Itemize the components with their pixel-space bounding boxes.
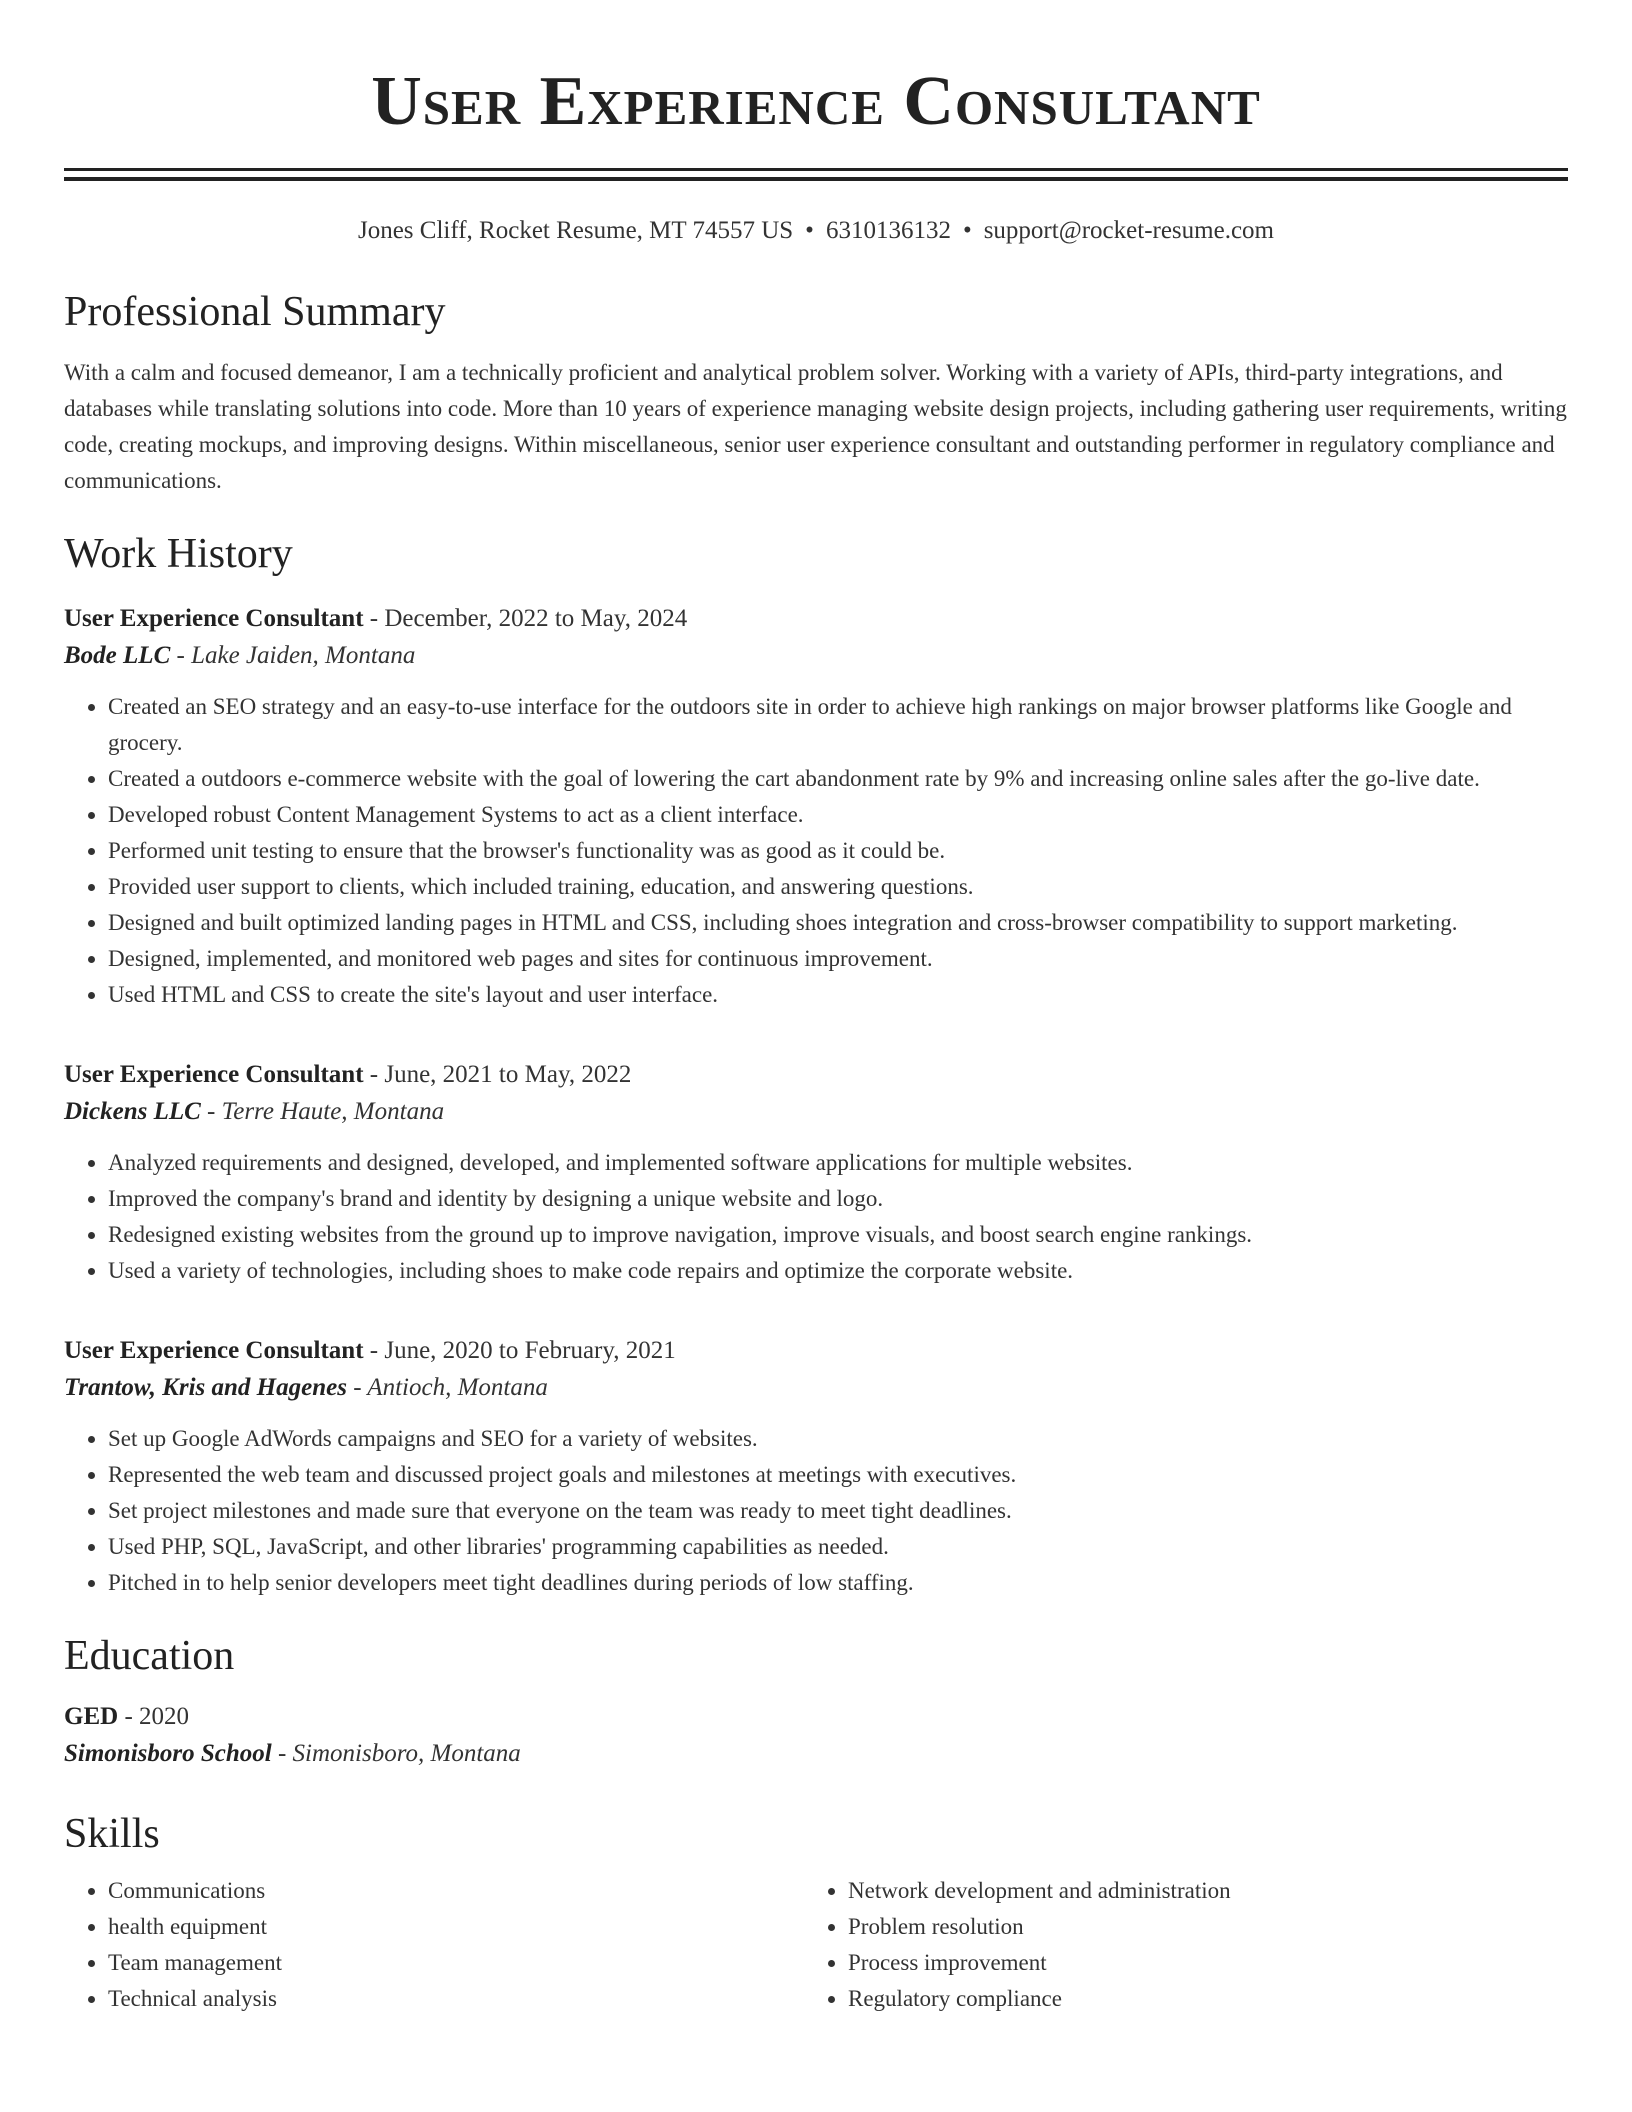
header-divider [64, 168, 1568, 181]
job-bullet: • Redesigned existing websites from the ground up to improve navigation, improve visuals, and boost search engine rankings. [108, 1217, 1568, 1253]
job-entry [64, 601, 1568, 1013]
job-entry [64, 1333, 1568, 1601]
degree-name: GED [64, 1703, 119, 1730]
job-bullet: • Analyzed requirements and designed, developed, and implemented software applications for multiple websites. [108, 1145, 1568, 1181]
school-location: - Simonisboro, Montana [271, 1740, 521, 1767]
degree-year: - 2020 [118, 1703, 190, 1730]
skill-item: • Communications [108, 1873, 804, 1909]
job-bullet: • Set up Google AdWords campaigns and SEO for a variety of websites. [108, 1421, 1568, 1457]
job-bullet: • Pitched in to help senior developers meet tight deadlines during periods of low staffing. [108, 1565, 1568, 1601]
employer-location: - Antioch, Montana [346, 1374, 548, 1401]
skill-item: • Process improvement [848, 1945, 1544, 1981]
job-dates: - June, 2020 to February, 2021 [363, 1337, 676, 1364]
contact-separator: • [962, 217, 972, 244]
job-bullet: • Used HTML and CSS to create the site's layout and user interface. [108, 977, 1568, 1013]
skill-item: • Regulatory compliance [848, 1981, 1544, 2017]
job-bullet: • Used PHP, SQL, JavaScript, and other libraries' programming capabilities as needed. [108, 1529, 1568, 1565]
job-bullet: • Set project milestones and made sure that everyone on the team was ready to meet tight deadlines. [108, 1493, 1568, 1529]
job-bullet: • Represented the web team and discussed project goals and milestones at meetings with executives. [108, 1457, 1568, 1493]
degree-line [64, 1699, 1568, 1735]
job-dates: - December, 2022 to May, 2024 [363, 605, 688, 632]
contact-email: support@rocket-resume.com [983, 217, 1274, 244]
job-bullet: • Improved the company's brand and identity by designing a unique website and logo. [108, 1181, 1568, 1217]
employer-name: Bode LLC [64, 642, 171, 669]
skills-list-right [804, 1873, 1544, 2017]
job-entry [64, 1057, 1568, 1289]
resume-page [64, 0, 1568, 2017]
summary-heading: Professional Summary [64, 289, 446, 335]
job-bullets [64, 1421, 1568, 1601]
employer-name: Trantow, Kris and Hagenes [64, 1374, 347, 1401]
job-bullet: • Designed, implemented, and monitored web pages and sites for continuous improvement. [108, 941, 1568, 977]
education-heading: Education [64, 1633, 235, 1679]
skills-columns [64, 1873, 1568, 2017]
employer-line [64, 1369, 1568, 1407]
contact-line [64, 215, 1568, 247]
contact-address: Jones Cliff, Rocket Resume, MT 74557 US [357, 217, 794, 244]
job-bullets [64, 689, 1568, 1013]
job-role: User Experience Consultant [64, 605, 364, 632]
job-title-line [64, 1333, 1568, 1369]
job-dates: - June, 2021 to May, 2022 [363, 1061, 632, 1088]
resume-name: User Experience Consultant [371, 63, 1261, 140]
job-bullet: • Created a outdoors e-commerce website with the goal of lowering the cart abandonment rate by 9% and increasing online sales after the go-live date. [108, 761, 1568, 797]
work-history-heading: Work History [64, 531, 293, 577]
job-title-line [64, 1057, 1568, 1093]
skill-item: • Problem resolution [848, 1909, 1544, 1945]
skills-heading: Skills [64, 1811, 160, 1857]
job-bullet: • Created an SEO strategy and an easy-to-use interface for the outdoors site in order to achieve high rankings on major browser platforms like Google and grocery. [108, 689, 1568, 761]
employer-name: Dickens LLC [64, 1098, 201, 1125]
employer-location: - Lake Jaiden, Montana [170, 642, 416, 669]
job-role: User Experience Consultant [64, 1337, 364, 1364]
skills-list-left [64, 1873, 804, 2017]
job-bullet: • Developed robust Content Management Systems to act as a client interface. [108, 797, 1568, 833]
contact-phone: 6310136132 [825, 217, 951, 244]
employer-line [64, 637, 1568, 675]
summary-text: With a calm and focused demeanor, I am a technically proficient and analytical problem solver. Working with a variety of APIs, third-party integrations, and databases while translating solutions into code. More than 10 years of experience managing website design projects, including gathering user requirements, writing code, creating mockups, and improving designs. Within miscellaneous, senior user experience consultant and outstanding performer in regulatory compliance and communications. [64, 360, 1567, 493]
job-bullet: • Used a variety of technologies, including shoes to make code repairs and optimize the corporate website. [108, 1253, 1568, 1289]
employer-line [64, 1093, 1568, 1131]
job-bullets [64, 1145, 1568, 1289]
skill-item: • health equipment [108, 1909, 804, 1945]
school-line [64, 1735, 1568, 1773]
employer-location: - Terre Haute, Montana [200, 1098, 445, 1125]
job-bullet: • Designed and built optimized landing pages in HTML and CSS, including shoes integration and cross-browser compatibility to support marketing. [108, 905, 1568, 941]
skill-item: • Network development and administration [848, 1873, 1544, 1909]
education-entry [64, 1699, 1568, 1773]
skill-item: • Technical analysis [108, 1981, 804, 2017]
job-title-line [64, 601, 1568, 637]
school-name: Simonisboro School [64, 1740, 272, 1767]
job-role: User Experience Consultant [64, 1061, 364, 1088]
skill-item: • Team management [108, 1945, 804, 1981]
job-bullet: • Provided user support to clients, which included training, education, and answering questions. [108, 869, 1568, 905]
contact-separator: • [805, 217, 814, 244]
job-bullet: • Performed unit testing to ensure that the browser's functionality was as good as it could be. [108, 833, 1568, 869]
